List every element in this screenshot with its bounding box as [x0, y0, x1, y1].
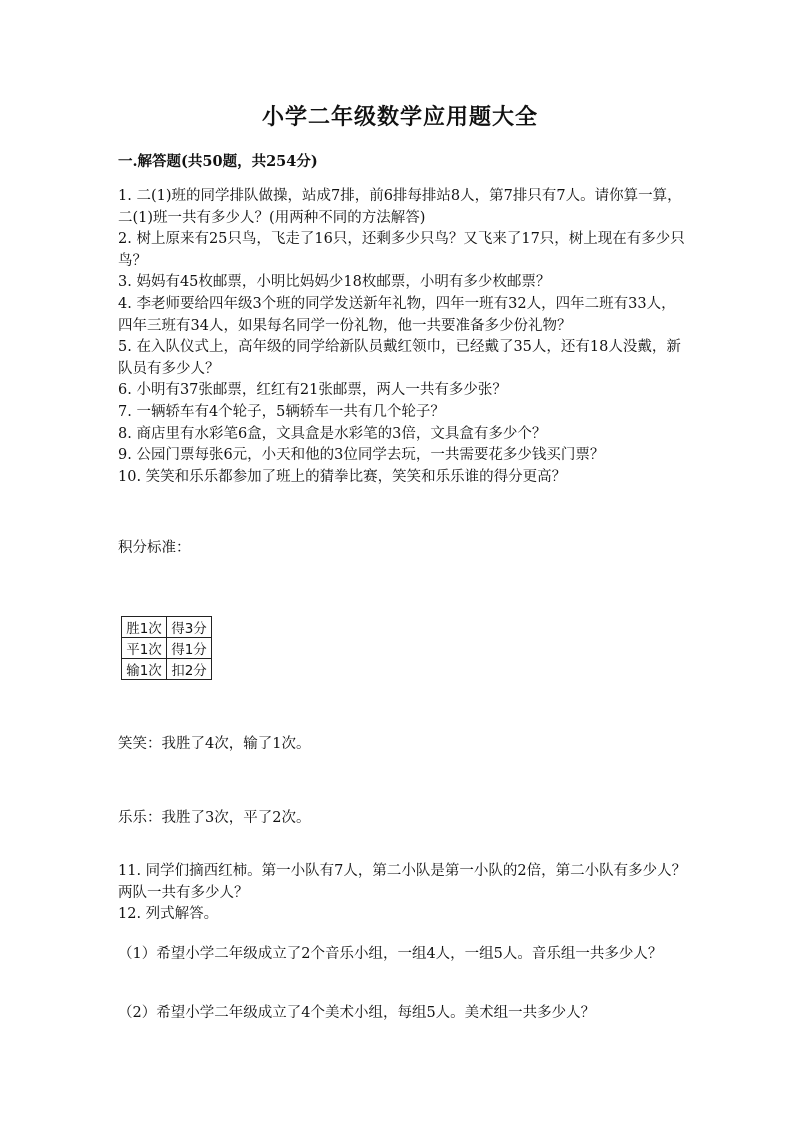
table-cell: 输1次 — [122, 659, 167, 680]
table-row — [122, 659, 212, 680]
score-standard-label: 积分标准： — [118, 540, 191, 556]
table-cell: 扣2分 — [167, 659, 212, 680]
table-row — [122, 617, 212, 638]
question-10: 10. 笑笑和乐乐都参加了班上的猜拳比赛，笑笑和乐乐谁的得分更高？ — [118, 468, 567, 485]
question-8: 8. 商店里有水彩笔6盒，文具盒是水彩笔的3倍，文具盒有多少个？ — [118, 425, 547, 442]
question-3: 3. 妈妈有45枚邮票，小明比妈妈少18枚邮票，小明有多少枚邮票？ — [118, 274, 551, 291]
question-6: 6. 小明有37张邮票，红红有21张邮票，两人一共有多少张？ — [118, 382, 507, 399]
table-cell: 平1次 — [122, 638, 167, 659]
question-11: 11. 同学们摘西红柿。第一小队有7人，第二小队是第一小队的2倍，第二小队有多少人？两队一共有多少人？ — [118, 863, 687, 901]
table-row — [122, 638, 212, 659]
table-cell: 得3分 — [167, 617, 212, 638]
question-1: 1. 二(1)班的同学排队做操，站成7排，前6排每排站8人，第7排只有7人。请你算一算，二(1)班一共有多少人？(用两种不同的方法解答) — [118, 188, 682, 226]
question-2: 2. 树上原来有25只鸟，飞走了16只，还剩多少只鸟？又飞来了17只，树上现在有多少只鸟？ — [118, 231, 685, 269]
xiaoxiao-result: 笑笑：我胜了4次，输了1次。 — [118, 736, 311, 752]
question-7: 7. 一辆轿车有4个轮子，5辆轿车一共有几个轮子？ — [118, 403, 445, 420]
table-cell: 得1分 — [167, 638, 212, 659]
question-12-part-1: （1）希望小学二年级成立了2个音乐小组，一组4人，一组5人。音乐组一共多少人？ — [118, 946, 663, 962]
question-list — [118, 186, 688, 488]
question-9: 9. 公园门票每张6元，小天和他的3位同学去玩，一共需要花多少钱买门票？ — [118, 447, 605, 464]
table-cell: 胜1次 — [122, 617, 167, 638]
section-heading: 一.解答题(共50题，共254分) — [118, 153, 318, 170]
page-title: 小学二年级数学应用题大全 — [261, 104, 538, 130]
question-4: 4. 李老师要给四年级3个班的同学发送新年礼物，四年一班有32人，四年二班有33人，四年三班有34人，如果每名同学一份礼物，他一共要准备多少份礼物？ — [118, 295, 676, 334]
question-12-part-2: （2）希望小学二年级成立了4个美术小组，每组5人。美术组一共多少人？ — [118, 1005, 596, 1021]
question-5: 5. 在入队仪式上，高年级的同学给新队员戴红领巾，已经戴了35人，还有18人没戴，新队员有多少人？ — [118, 339, 681, 377]
score-table — [121, 616, 212, 680]
question-12: 12. 列式解答。 — [118, 906, 219, 922]
lele-result: 乐乐：我胜了3次，平了2次。 — [118, 810, 311, 826]
